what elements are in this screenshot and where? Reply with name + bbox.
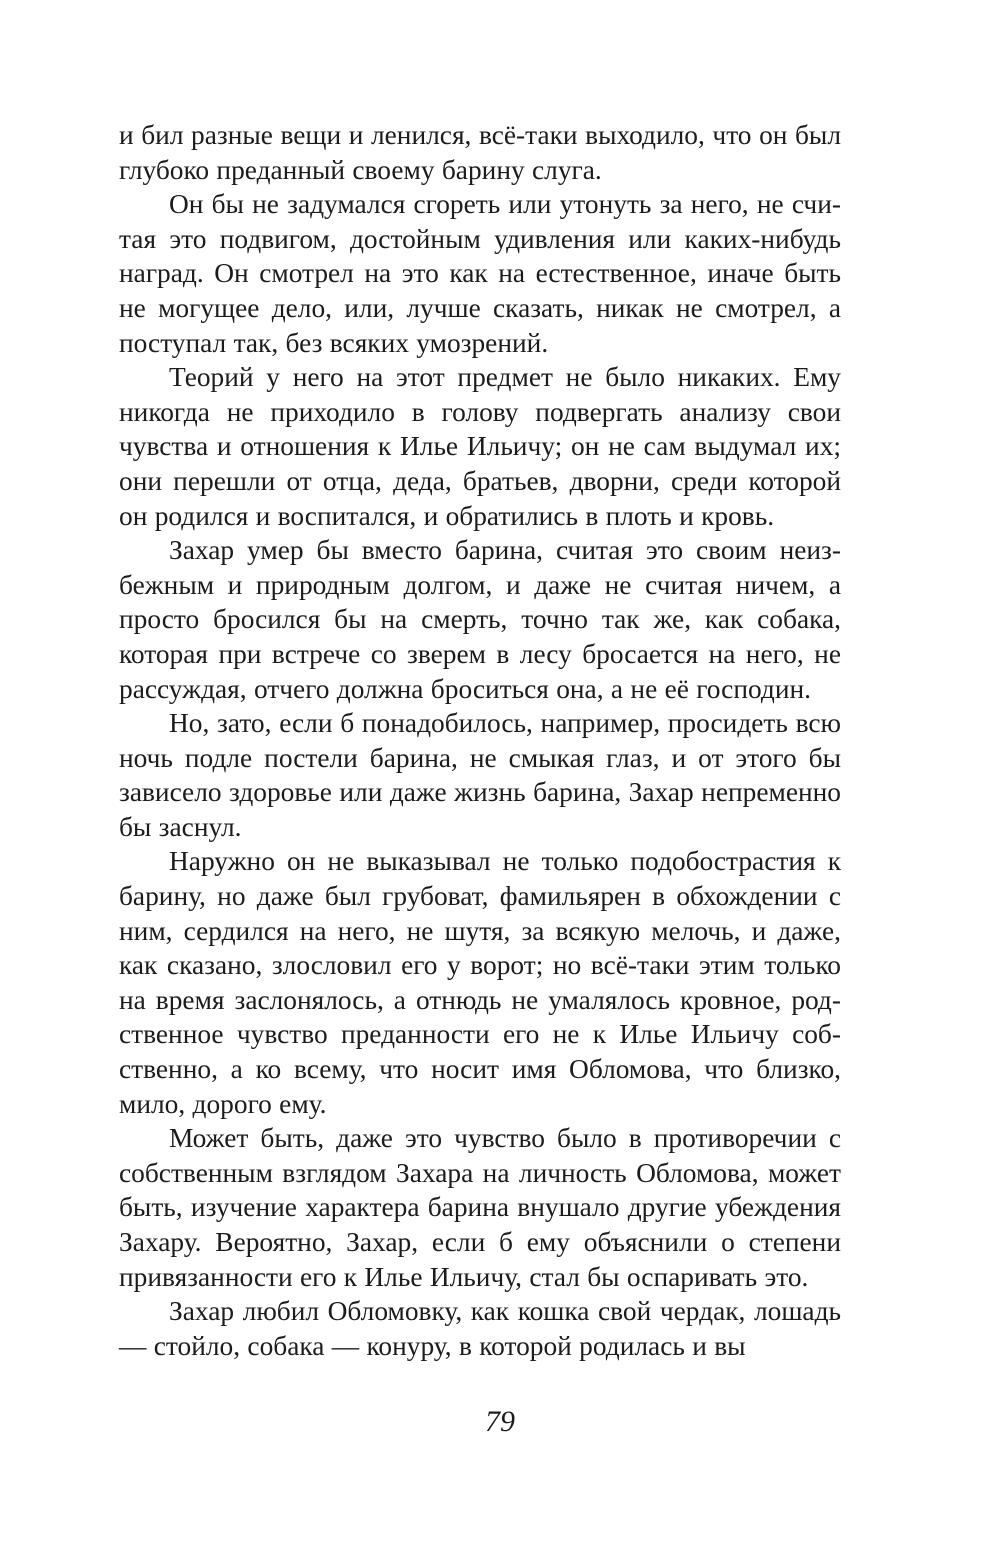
paragraph: Теорий у него на этот предмет не было никаких. Ему никогда не приходило в голову подвергать анализу свои чувства и отношения к Илье Ильичу; он не сам выдумал их; они перешли от отца, деда, братьев, дворни, среди которой он родился и воспитался, и обратились в плоть и кровь. — [119, 362, 841, 531]
paragraph: Но, зато, если б понадобилось, например, просидеть всю ночь подле постели барина, не смыкая глаз, и от этого бы зависело здоровье или даже жизнь барина, Захар непременно бы заснул. — [119, 708, 841, 842]
paragraph: Захар любил Обломовку, как кошка свой чердак, лошадь — стойло, собака — конуру, в которой родилась и вы — [119, 1296, 841, 1361]
paragraph: Наружно он не выказывал не только подобострастия к барину, но даже был грубоват, фамильярен в обхождении с ним, сердился на него, не шутя, за всякую мелочь, и даже, как сказано, злословил его у ворот; но всё-таки этим только на время заслонялось, а отнюдь не умалялось кровное, родственное чувство преданности его не к Илье Ильичу собственно, а ко всему, что носит имя Обломова, что близко, мило, дорого ему. — [119, 846, 841, 1119]
paragraph: Он бы не задумался сгореть или утонуть за него, не считая это подвигом, достойным удивления или каких-нибудь наград. Он смотрел на это как на естественное, иначе быть не могущее дело, или, лучше сказать, никак не смотрел, а поступал так, без всяких умозрений. — [119, 189, 841, 358]
paragraph: Захар умер бы вместо барина, считая это своим неизбежным и природным долгом, и даже не считая ничем, а просто бросился бы на смерть, точно так же, как собака, которая при встрече со зверем в лесу бросается на него, не рассуждая, отчего должна броситься она, а не её господин. — [119, 535, 841, 704]
paragraph: Может быть, даже это чувство было в противоречии с собственным взглядом Захара на личность Обломова, может быть, изучение характера барина внушало другие убеждения Захару. Вероятно, Захар, если б ему объяснили о степени привязанности его к Илье Ильичу, стал бы оспаривать это. — [119, 1123, 841, 1292]
body-text — [119, 118, 841, 1363]
paragraph: и бил разные вещи и ленился, всё-таки выходило, что он был глубоко преданный своему барину слуга. — [119, 120, 841, 185]
page-number: 79 — [485, 1405, 515, 1438]
